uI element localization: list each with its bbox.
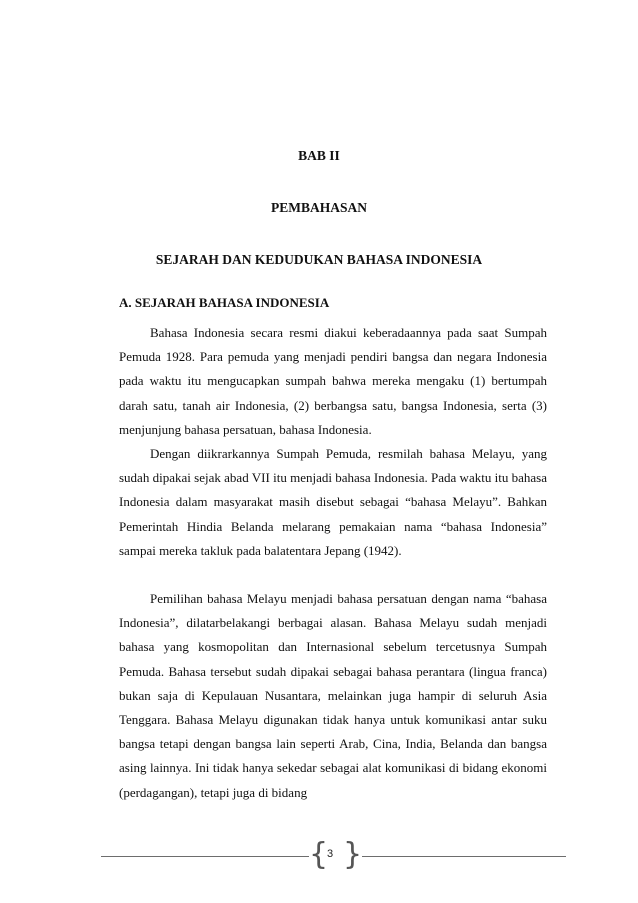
footer-rule-right <box>362 856 566 857</box>
footer-rule-left <box>101 856 309 857</box>
chapter-heading: BAB II <box>298 148 340 163</box>
left-brace-icon: { <box>309 837 329 872</box>
body-paragraph: Dengan diikrarkannya Sumpah Pemuda, resmilah bahasa Melayu, yang sudah dipakai sejak abad VII itu menjadi bahasa Indonesia. Pada waktu itu bahasa Indonesia dalam masyarakat masih disebut sebagai “bahasa Melayu”. Bahkan Pemerintah Hindia Belanda melarang pemakaian nama “bahasa Indonesia” sampai mereka takluk pada balatentara Jepang (1942). <box>119 446 547 558</box>
body-paragraph: Bahasa Indonesia secara resmi diakui keberadaannya pada saat Sumpah Pemuda 1928. Para pemuda yang menjadi pendiri bangsa dan negara Indonesia pada waktu itu mengucapkan sumpah bahwa mereka mengaku (1) bertumpah darah satu, tanah air Indonesia, (2) berbangsa satu, bangsa Indonesia, serta (3) menjunjung bahasa persatuan, bahasa Indonesia. <box>119 325 547 437</box>
page-number: 3 <box>326 848 334 860</box>
subsection-heading: A. SEJARAH BAHASA INDONESIA <box>119 295 330 310</box>
section-heading: PEMBAHASAN <box>270 200 367 215</box>
topic-heading: SEJARAH DAN KEDUDUKAN BAHASA INDONESIA <box>155 252 483 267</box>
body-paragraph: Pemilihan bahasa Melayu menjadi bahasa persatuan dengan nama “bahasa Indonesia”, dilatarbelakangi berbagai alasan. Bahasa Melayu sudah menjadi bahasa yang kosmopolitan dan Internasional sebelum tercetusnya Sumpah Pemuda. Bahasa tersebut sudah dipakai sebagai bahasa perantara (lingua franca) bukan saja di Kepulauan Nusantara, melainkan juga hampir di seluruh Asia Tenggara. Bahasa Melayu digunakan tidak hanya untuk komunikasi antar suku bangsa tetapi dengan bangsa lain seperti Arab, Cina, India, Belanda dan bangsa asing lainnya. Ini tidak hanya sekedar sebagai alat komunikasi di bidang ekonomi (perdagangan), tetapi juga di bidang <box>119 591 547 800</box>
right-brace-icon: } <box>343 837 363 872</box>
